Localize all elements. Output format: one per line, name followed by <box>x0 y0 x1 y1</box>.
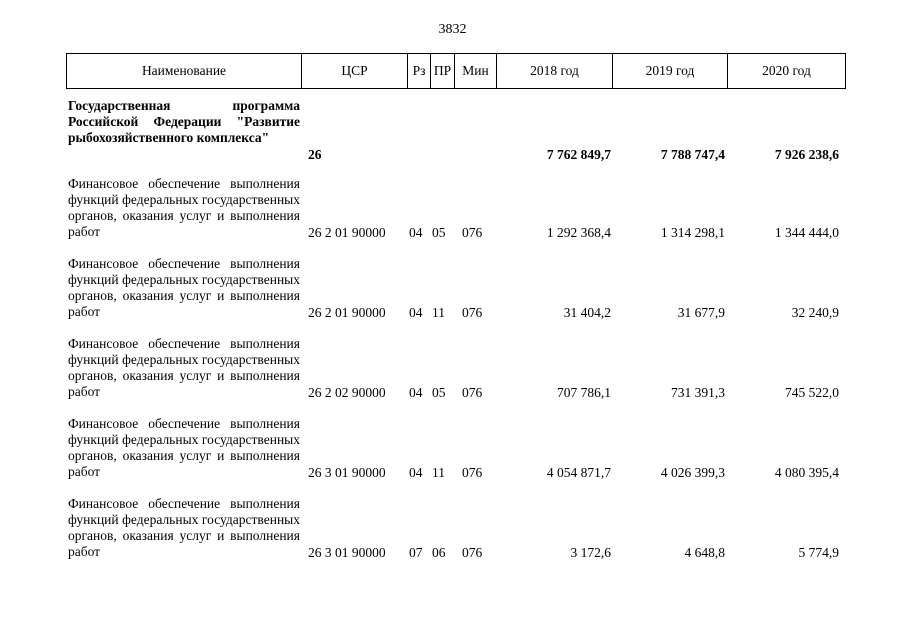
row-csr: 26 2 02 90000 <box>308 385 386 400</box>
row-csr: 26 3 01 90000 <box>308 465 386 480</box>
header-2018: 2018 год <box>497 54 613 89</box>
header-min: Мин <box>455 54 497 89</box>
row-pr: 06 <box>432 545 446 560</box>
row-csr: 26 3 01 90000 <box>308 545 386 560</box>
header-2019: 2019 год <box>613 54 728 89</box>
row-csr: 26 <box>308 147 322 162</box>
page-number: 3832 <box>438 22 467 37</box>
row-pr: 05 <box>432 225 446 240</box>
header-pr: ПР <box>431 54 455 89</box>
table-row <box>66 416 845 496</box>
row-2020: 4 080 395,4 <box>774 465 839 480</box>
row-csr: 26 2 01 90000 <box>308 225 386 240</box>
table-row <box>66 98 845 176</box>
row-2020: 1 344 444,0 <box>774 225 839 240</box>
row-2019: 1 314 298,1 <box>660 225 725 240</box>
row-name: Финансовое обеспечение выполнения функций федеральных государственных органов, оказания услуг и выполнения работ <box>68 416 300 479</box>
header-name: Наименование <box>67 54 302 89</box>
table-row <box>66 496 845 576</box>
row-2018: 3 172,6 <box>570 545 611 560</box>
row-2019: 731 391,3 <box>671 385 725 400</box>
row-2019: 4 026 399,3 <box>660 465 725 480</box>
row-2019: 7 788 747,4 <box>660 147 725 162</box>
table-row <box>66 176 845 256</box>
row-min: 076 <box>462 465 483 480</box>
row-pr: 05 <box>432 385 446 400</box>
row-min: 076 <box>462 385 483 400</box>
row-name: Государственная программа Российской Федерации "Развитие рыбохозяйственного комплекса" <box>68 98 300 145</box>
row-rz: 04 <box>409 225 423 240</box>
row-pr: 11 <box>432 465 445 480</box>
row-min: 076 <box>462 305 483 320</box>
row-2020: 32 240,9 <box>791 305 839 320</box>
row-pr: 11 <box>432 305 445 320</box>
row-rz: 07 <box>409 545 423 560</box>
row-name: Финансовое обеспечение выполнения функций федеральных государственных органов, оказания услуг и выполнения работ <box>68 176 300 239</box>
header-2020: 2020 год <box>728 54 846 89</box>
row-2018: 707 786,1 <box>557 385 611 400</box>
table-row <box>66 256 845 336</box>
row-name: Финансовое обеспечение выполнения функций федеральных государственных органов, оказания услуг и выполнения работ <box>68 496 300 559</box>
row-2019: 31 677,9 <box>677 305 725 320</box>
row-2018: 1 292 368,4 <box>546 225 611 240</box>
row-min: 076 <box>462 225 483 240</box>
row-name: Финансовое обеспечение выполнения функций федеральных государственных органов, оказания услуг и выполнения работ <box>68 256 300 319</box>
row-2020: 7 926 238,6 <box>774 147 839 162</box>
row-rz: 04 <box>409 385 423 400</box>
row-2018: 31 404,2 <box>563 305 611 320</box>
row-2020: 5 774,9 <box>798 545 839 560</box>
row-2018: 4 054 871,7 <box>546 465 611 480</box>
row-name: Финансовое обеспечение выполнения функций федеральных государственных органов, оказания услуг и выполнения работ <box>68 336 300 399</box>
table-header <box>66 53 846 89</box>
header-csr: ЦСР <box>302 54 408 89</box>
header-rz: Рз <box>408 54 431 89</box>
table-body <box>66 98 845 576</box>
row-2020: 745 522,0 <box>785 385 839 400</box>
table-row <box>66 336 845 416</box>
row-2019: 4 648,8 <box>684 545 725 560</box>
row-2018: 7 762 849,7 <box>546 147 611 162</box>
row-min: 076 <box>462 545 483 560</box>
row-rz: 04 <box>409 465 423 480</box>
row-csr: 26 2 01 90000 <box>308 305 386 320</box>
row-rz: 04 <box>409 305 423 320</box>
